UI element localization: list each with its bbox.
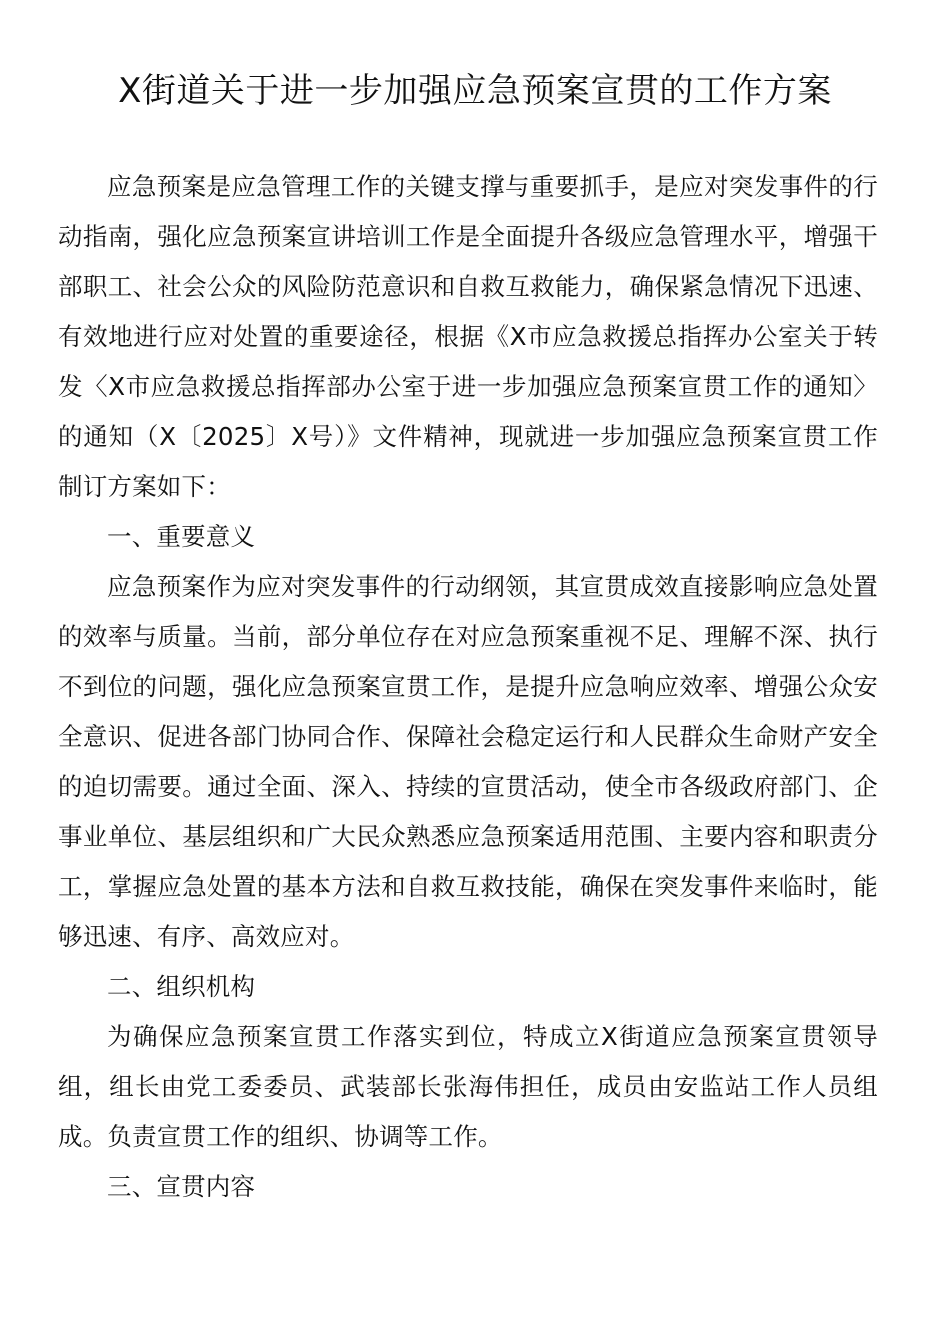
section-heading-organization: 二、组织机构: [107, 972, 256, 1001]
section-paragraph-significance: 应急预案作为应对突发事件的行动纲领，其宣贯成效直接影响应急处置的效率与质量。当前，部分单位存在对应急预案重视不足、理解不深、执行不到位的问题，强化应急预案宣贯工作，是提升应急响应效率、增强公众安全意识、促进各部门协同合作、保障社会稳定运行和人民群众生命财产安全的迫切需要。通过全面、深入、持续的宣贯活动，使全市各级政府部门、企事业单位、基层组织和广大民众熟悉应急预案适用范围、主要内容和职责分工，掌握应急处置的基本方法和自救互救技能，确保在突发事件来临时，能够迅速、有序、高效应对。: [58, 572, 878, 951]
document-title: X街道关于进一步加强应急预案宣贯的工作方案: [118, 71, 832, 111]
section-heading-significance: 一、重要意义: [107, 522, 256, 551]
intro-paragraph: 应急预案是应急管理工作的关键支撑与重要抓手，是应对突发事件的行动指南，强化应急预案宣讲培训工作是全面提升各级应急管理水平，增强干部职工、社会公众的风险防范意识和自救互救能力，确保紧急情况下迅速、有效地进行应对处置的重要途径，根据《X市应急救援总指挥办公室关于转发〈X市应急救援总指挥部办公室于进一步加强应急预案宣贯工作的通知〉的通知（X〔2025〕X号）》文件精神，现就进一步加强应急预案宣贯工作制订方案如下：: [58, 172, 878, 501]
section-paragraph-organization: 为确保应急预案宣贯工作落实到位，特成立X街道应急预案宣贯领导组，组长由党工委委员、武装部长张海伟担任，成员由安监站工作人员组成。负责宣贯工作的组织、协调等工作。: [58, 1022, 878, 1151]
section-heading-content: 三、宣贯内容: [107, 1172, 256, 1201]
document-body: [58, 162, 878, 1212]
